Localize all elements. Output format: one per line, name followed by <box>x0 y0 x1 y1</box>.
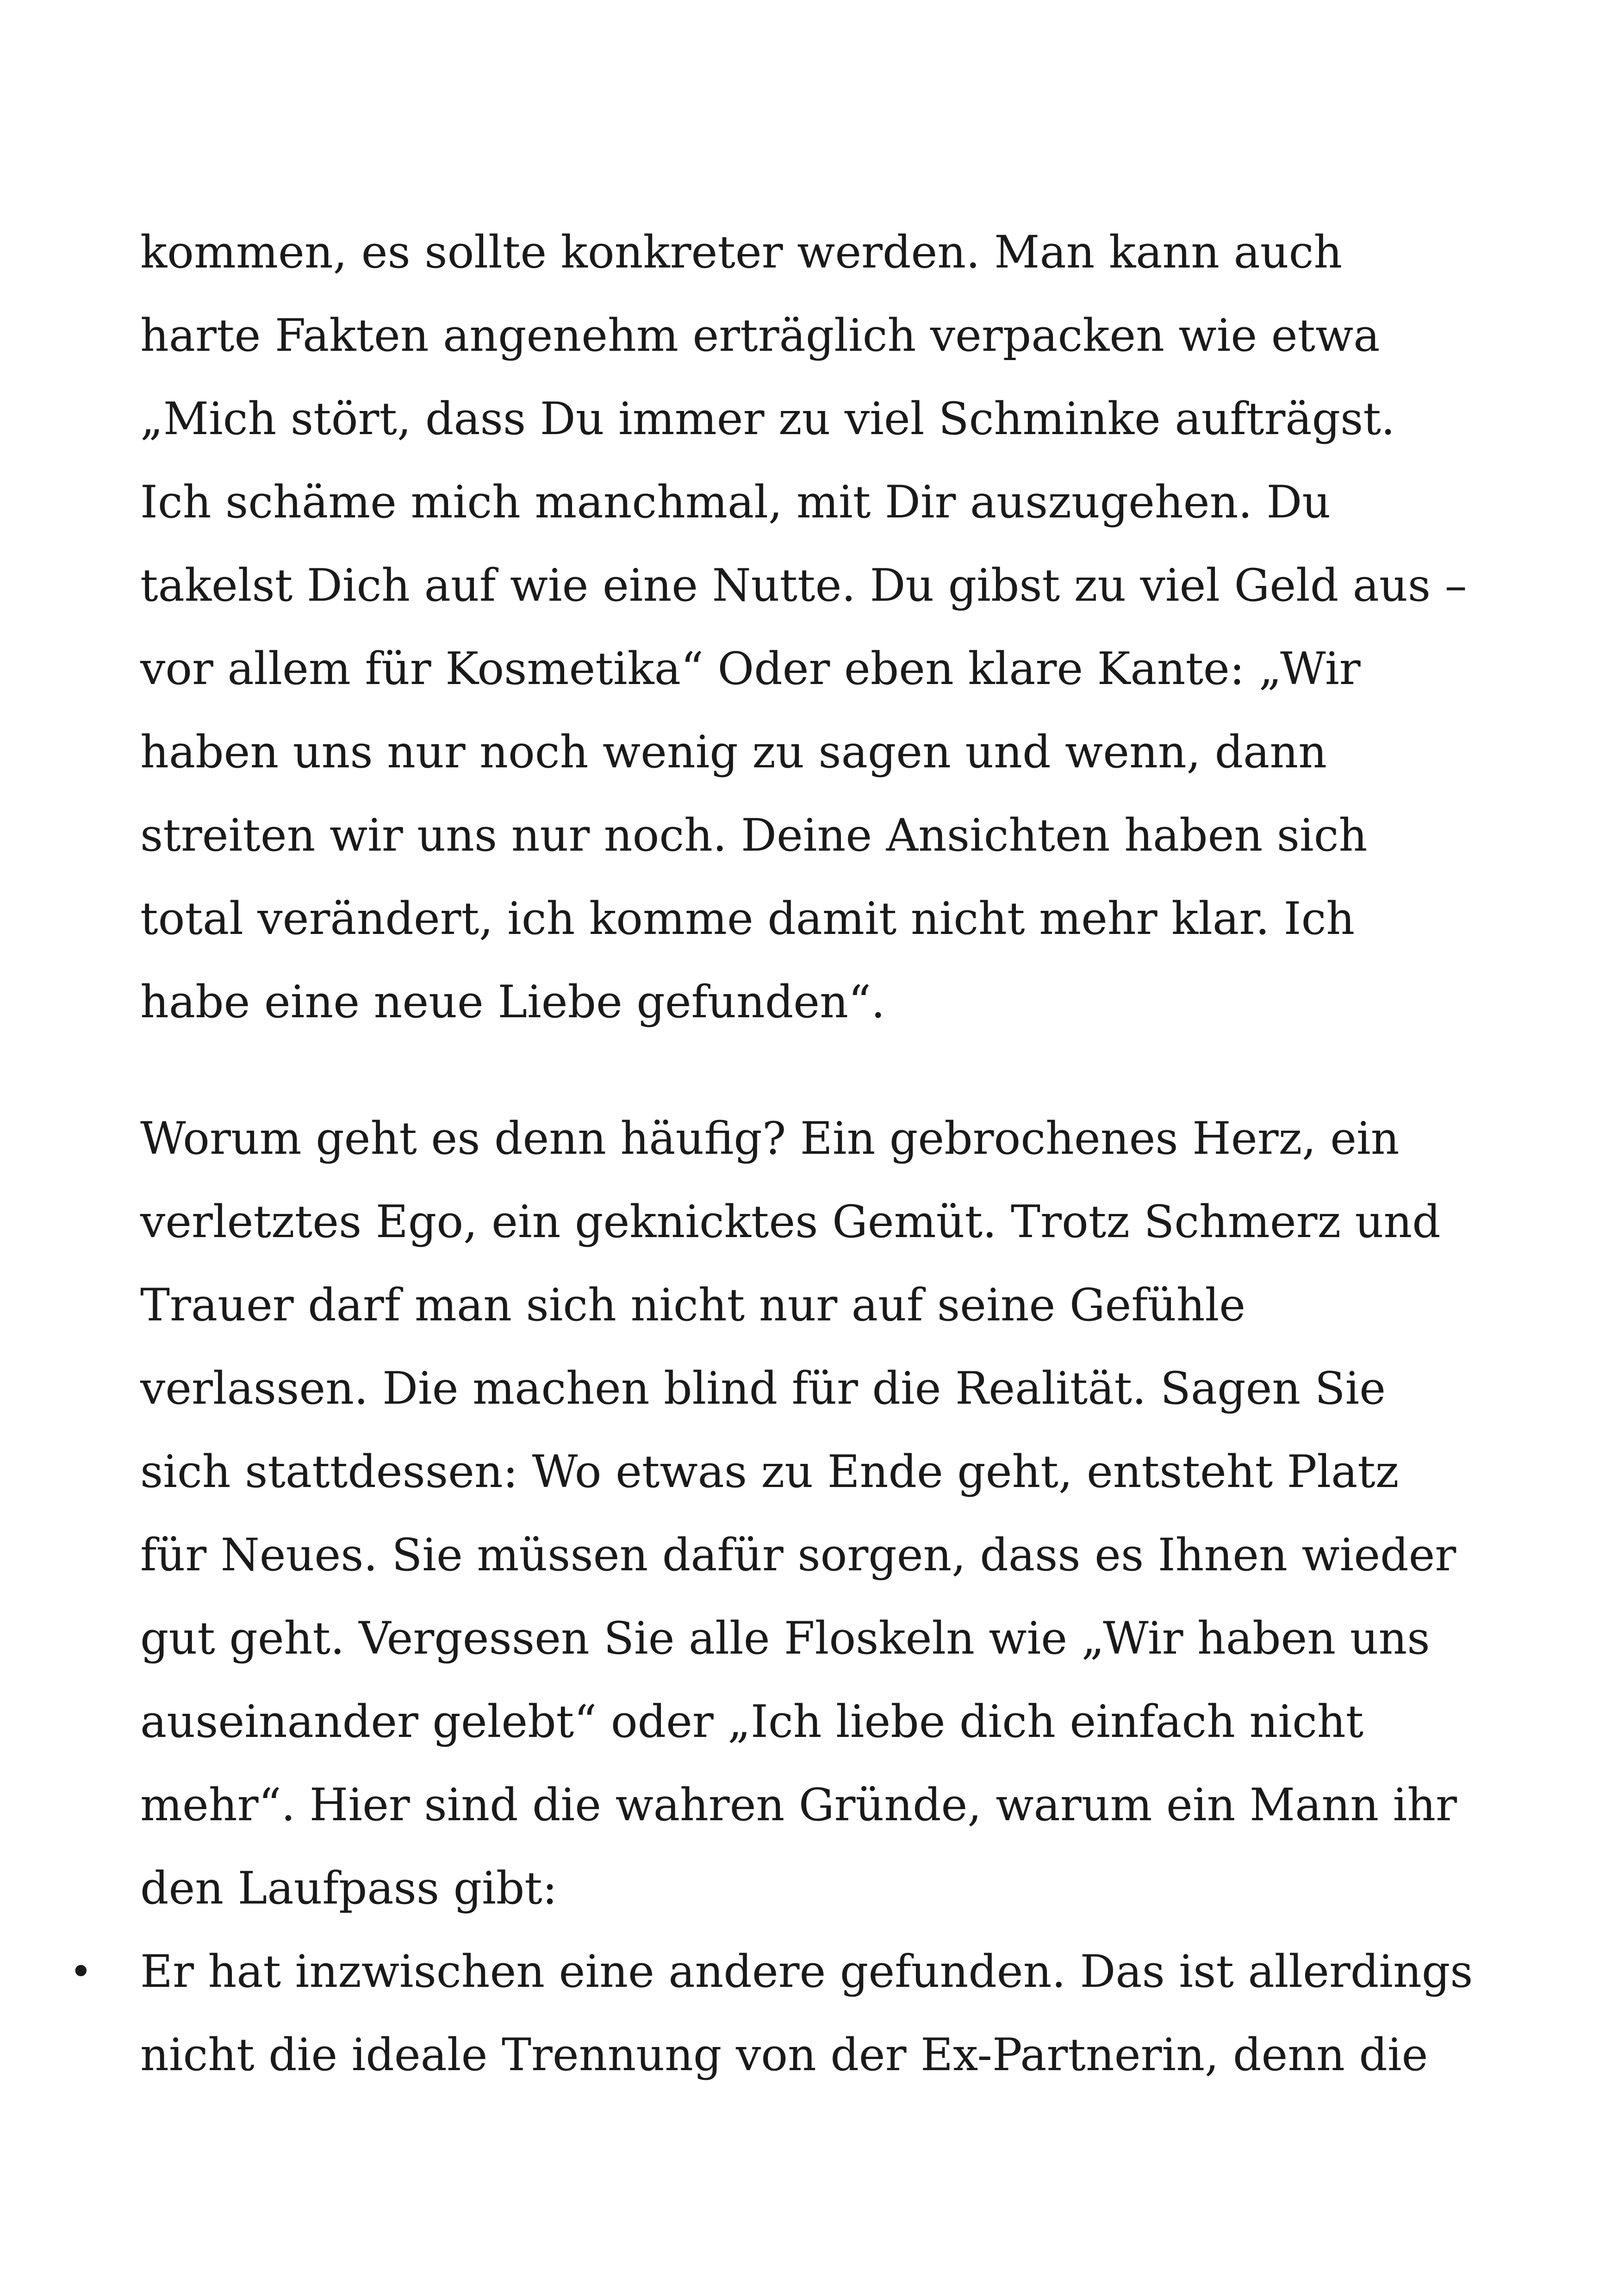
bullet-line: nicht die ideale Trennung von der Ex-Partnerin, denn die <box>140 2029 1428 2081</box>
paragraph-line: den Laufpass gibt: <box>140 1862 558 1914</box>
paragraph-line: Trauer darf man sich nicht nur auf seine Gefühle <box>140 1279 1246 1331</box>
paragraph-line: Worum geht es denn häufig? Ein gebrochenes Herz, ein <box>140 1113 1400 1164</box>
paragraph-line: mehr“. Hier sind die wahren Gründe, warum ein Mann ihr <box>140 1779 1457 1831</box>
paragraph-line: „Mich stört, dass Du immer zu viel Schminke aufträgst. <box>140 393 1395 445</box>
paragraph-line: streiten wir uns nur noch. Deine Ansichten haben sich <box>140 809 1368 861</box>
paragraph-2 <box>69 1097 1510 2097</box>
paragraph-line: sich stattdessen: Wo etwas zu Ende geht, entsteht Platz <box>140 1446 1399 1498</box>
paragraph-line: verlassen. Die machen blind für die Realität. Sagen Sie <box>140 1363 1386 1414</box>
paragraph-line: Ich schäme mich manchmal, mit Dir auszugehen. Du <box>140 476 1331 528</box>
paragraph-line: verletztes Ego, ein geknicktes Gemüt. Trotz Schmerz und <box>140 1196 1441 1248</box>
bullet-line: Er hat inzwischen eine andere gefunden. Das ist allerdings <box>140 1946 1473 1997</box>
paragraph-1 <box>140 211 1510 1044</box>
paragraph-line: auseinander gelebt“ oder „Ich liebe dich einfach nicht <box>140 1696 1364 1748</box>
paragraph-line: für Neues. Sie müssen dafür sorgen, dass es Ihnen wieder <box>140 1529 1456 1581</box>
bullet-list-item <box>69 1930 1510 2097</box>
paragraph-line: gut geht. Vergessen Sie alle Floskeln wie „Wir haben uns <box>140 1612 1430 1664</box>
paragraph-line: vor allem für Kosmetika“ Oder eben klare Kante: „Wir <box>140 643 1361 695</box>
paragraph-line: haben uns nur noch wenig zu sagen und wenn, dann <box>140 726 1327 778</box>
paragraph-line: habe eine neue Liebe gefunden“. <box>140 976 885 1028</box>
paragraph-line: harte Fakten angenehm erträglich verpacken wie etwa <box>140 310 1380 361</box>
bullet-marker: • <box>69 1949 93 1994</box>
paragraph-line: total verändert, ich komme damit nicht mehr klar. Ich <box>140 893 1355 945</box>
paragraph-line: kommen, es sollte konkreter werden. Man kann auch <box>140 226 1343 278</box>
paragraph-line: takelst Dich auf wie eine Nutte. Du gibst zu viel Geld aus – <box>140 560 1467 611</box>
